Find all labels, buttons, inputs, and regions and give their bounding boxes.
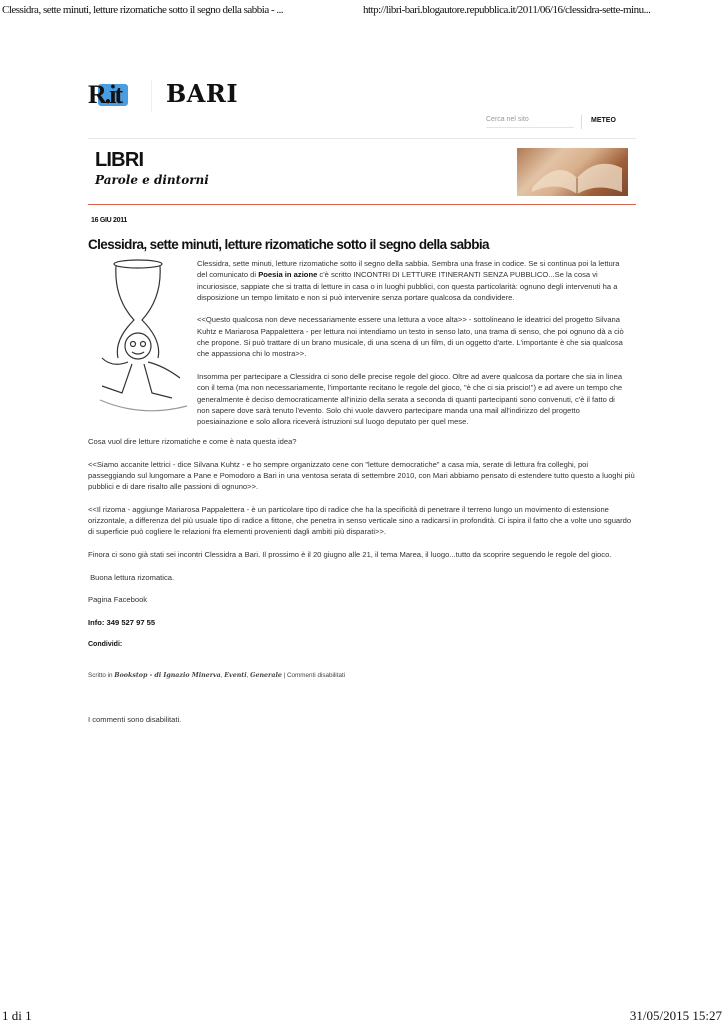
meta-separator: | <box>281 672 287 679</box>
article-title[interactable]: Clessidra, sette minuti, letture rizomatiche sotto il segno della sabbia <box>88 237 489 252</box>
info-phone: Info: 349 527 97 55 <box>88 617 156 627</box>
category-link[interactable]: Eventi <box>224 672 247 679</box>
paragraph-8: Buona lettura rizomatica. <box>88 572 175 582</box>
open-book-illustration <box>517 148 628 196</box>
paragraph-5: <<Siamo accanite lettrici - dice Silvana Kuhtz - e ho sempre organizzato cene con "letture democratiche" a casa mia, serate di lettura fra colleghi, poi passeggiando sul lungomare a Pane e Pomodoro a Bari in una ventosa serata di settembre 2010, con Mari abbiamo pensato di estendere tutto questo a luoghi più pubblici e di dare risalto alle passioni di ognuno>>. <box>88 459 635 492</box>
print-footer-datetime: 31/05/2015 15:27 <box>629 1008 722 1023</box>
search-input[interactable]: Cerca nel sito <box>486 116 574 128</box>
article-date: 16 GIU 2011 <box>91 217 128 224</box>
p1-text-a: Clessidra, sette minuti, letture rizomatiche sotto il segno della sabbia. Sembra una frase in codice. Se si continua poi la lettura del comunicato di <box>197 259 620 280</box>
written-in-label: Scritto in <box>88 672 115 679</box>
print-footer-page: 1 di 1 <box>2 1008 32 1023</box>
books-header-image <box>517 148 628 196</box>
logo-text: R.it <box>88 80 122 109</box>
paragraph-1 <box>197 258 629 303</box>
blog-subtitle: Parole e dintorni <box>95 173 209 187</box>
paragraph-3: Insomma per partecipare a Clessidra ci sono delle precise regole del gioco. Oltre ad avere qualcosa da portare che sia in linea con il tema (ma non necessariamente, l'importante recitano le regole del gioco, "è che ci sia priscio!") e ad avere un tempo che generalmente è deciso democraticamente all'inizio della serata a seconda di quanti partecipanti sono convenuti, c'è il fatto di non sapere dove sarà tenuto l'evento. Solo chi vuole davvero partecipare manda una mail all'indirizzo del progetto poesiainazione e solo allora riceverà istruzioni sul luogo deputato per quel mese. <box>197 371 623 427</box>
print-header-title: Clessidra, sette minuti, letture rizomatiche sotto il segno della sabbia - ... <box>2 4 284 16</box>
blog-title[interactable]: LIBRI <box>95 149 144 171</box>
paragraph-4: Cosa vuol dire letture rizomatiche e come è nata questa idea? <box>88 437 297 446</box>
post-meta: Scritto in Bookstop - di Ignazio Minerva, Eventi, Generale | Commenti disabilitati <box>88 672 346 679</box>
search-divider <box>581 115 582 129</box>
accent-divider <box>88 204 636 205</box>
paragraph-2: <<Questo qualcosa non deve necessariamente essere una lettura a voce alta>> - sottolineano le ideatrici del progetto Silvana Kuhtz e Mariarosa Pappalettera - per lettura noi intendiamo un testo in senso lato, una trama di senso, che poi ognuno dà a ciò che propone. Si può trattare di un brano musicale, di una scena di un film, di un oggetto d'arte. L'importante è che sia qualcosa che appassiona chi lo mostra>>. <box>197 315 624 359</box>
repubblica-logo[interactable] <box>88 80 128 110</box>
share-label: Condividi: <box>88 641 123 649</box>
poesia-in-azione-link[interactable]: Poesia in azione <box>258 270 318 280</box>
meteo-link[interactable]: METEO <box>591 117 616 124</box>
header-divider <box>88 138 636 139</box>
category-link[interactable]: Generale <box>250 672 282 679</box>
article-intro <box>197 258 629 439</box>
paragraph-7: Finora ci sono già stati sei incontri Clessidra a Bari. Il prossimo è il 20 giugno alle 21, il tema Marea, il luogo...tutto da scoprire seguendo le regole del gioco. <box>88 549 612 559</box>
comments-closed: I commenti sono disabilitati. <box>88 715 182 724</box>
comments-status: Commenti disabilitati <box>287 672 346 679</box>
city-name[interactable]: BARI <box>166 79 239 108</box>
logo-divider <box>151 80 152 112</box>
p1-text-b: c'è scritto INCONTRI DI LETTURE ITINERANTI SENZA PUBBLICO...Se la cosa vi incuriosisce, sappiate che si tratta di letture in casa o in luoghi pubblici, con questa particolarità: ognuno degli intervenuti ha a disposizione un tempo limitato e non si può intervenire senza portare qualcosa da condividere. <box>197 270 618 302</box>
category-link[interactable]: Bookstop - di Ignazio Minerva <box>114 672 221 679</box>
facebook-link[interactable]: Pagina Facebook <box>88 595 148 605</box>
hourglass-illustration <box>92 258 190 420</box>
print-header-url: http://libri-bari.blogautore.repubblica.it/2011/06/16/clessidra-sette-minu... <box>363 4 651 16</box>
article-body <box>88 436 636 662</box>
paragraph-6: <<Il rizoma - aggiunge Mariarosa Pappalettera - è un particolare tipo di radice che ha la specificità di penetrare il terreno lungo un movimento di estensione orizzontale, a differenza del più usuale tipo di radice a fittone, che penetra in senso verticale sino a radicarsi in profondità. Ci ispira il fatto che a volte uno sguardo di superficie può cogliere le relazioni fra elementi provenienti dagli ambiti più disparati>>. <box>88 504 632 537</box>
